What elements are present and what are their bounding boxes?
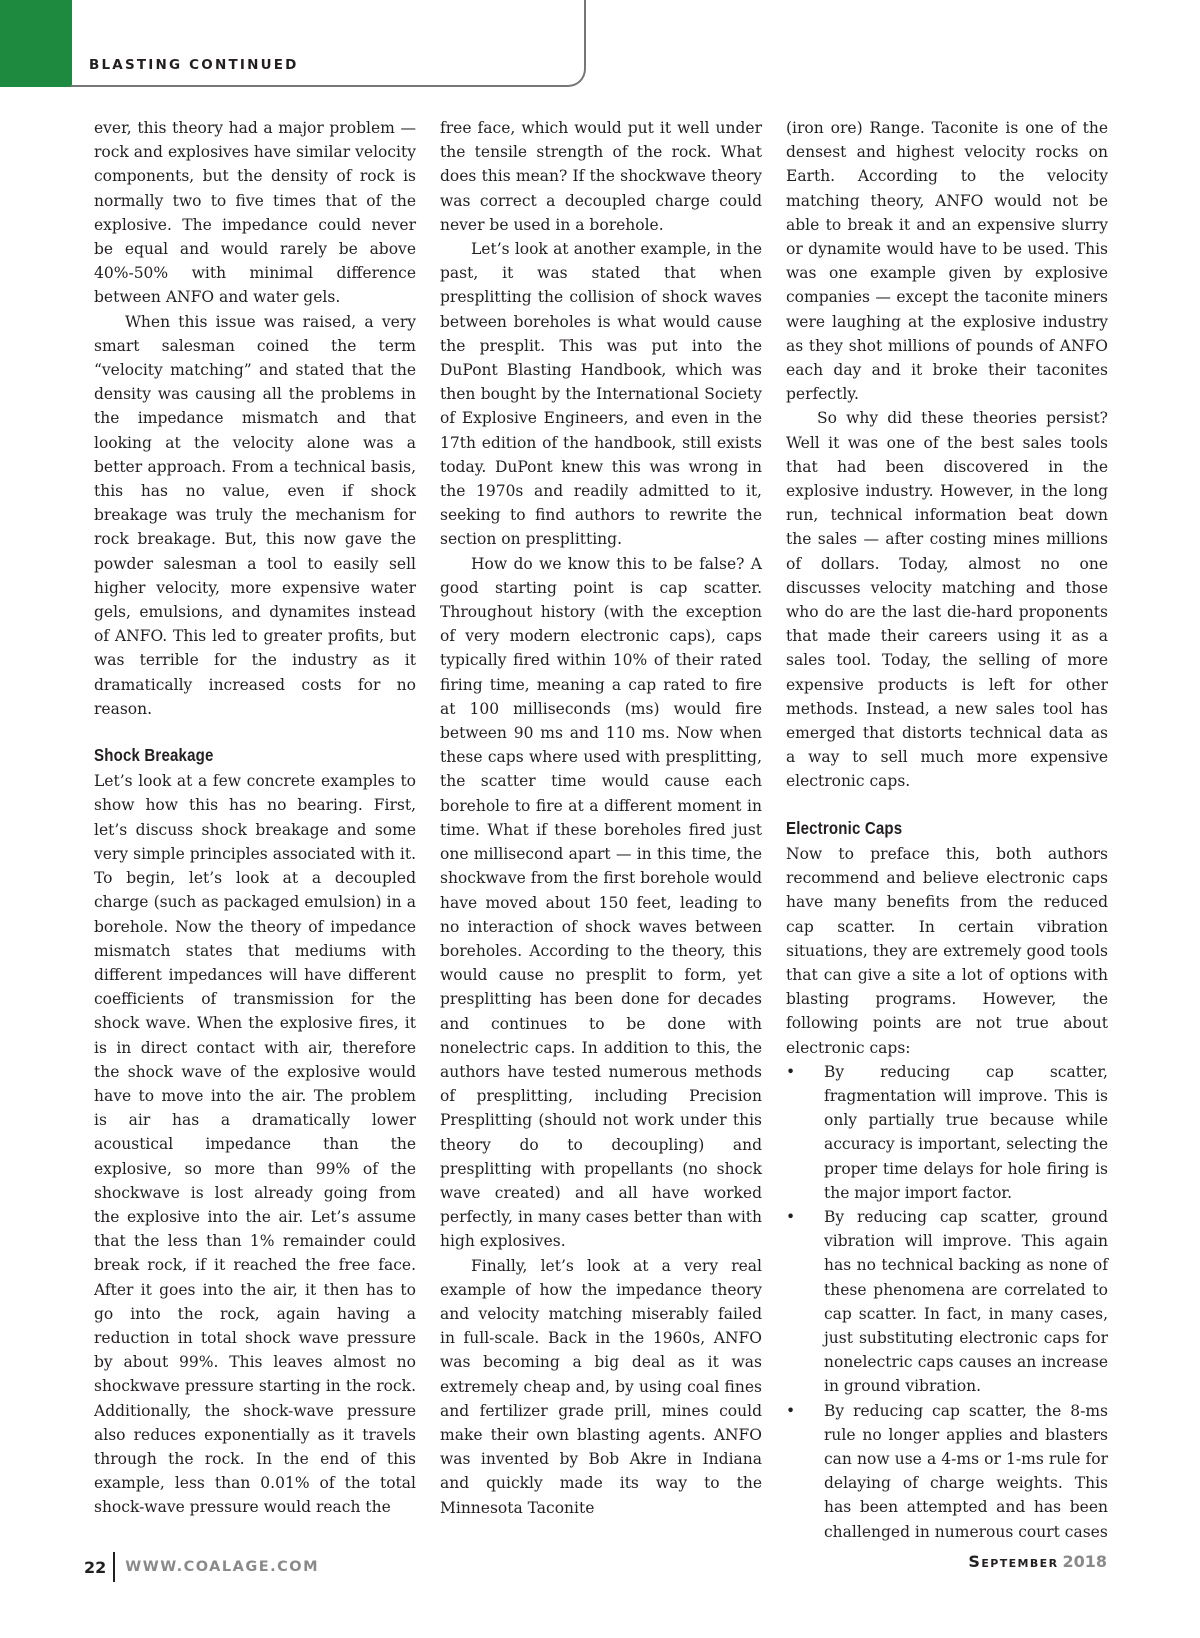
paragraph: Now to preface this, both authors recommend and believe electronic caps have many benefits from the reduced cap scatter. In certain vibration situations, they are extremely good tools that can give a site a lot of options with blasting programs. However, the following points are not true about electronic caps: [786,844,1108,1057]
footer-url-link[interactable]: WWW.COALAGE.COM [125,1559,320,1575]
page-number: 22 [84,1557,107,1577]
bullet-list [786,1060,1108,1544]
list-item: • By reducing cap scatter, ground vibration will improve. This again has no technical backing as none of these phenomena are correlated to cap scatter. In fact, in many cases, just substituting electronic caps for nonelectric caps causes an increase in ground vibration. [786,1205,1108,1399]
bullet-icon: • [786,1062,796,1081]
header-green-tab [0,0,72,87]
paragraph: Let’s look at a few concrete examples to show how this has no bearing. First, let’s discuss shock breakage and some very simple principles associated with it. To begin, let’s look at a decoupled charge (such as packaged emulsion) in a borehole. Now the theory of impedance mismatch states that mediums with different impedances will have different coefficients of transmission for the shock wave. When the explosive fires, it is in direct contact with air, therefore the shock wave of the explosive would have to move into the air. The problem is air has a dramatically lower acoustical impedance than the explosive, so more than 99% of the shockwave is lost already going from the explosive into the air. Let’s assume that the less than 1% remainder could break rock, if it reached the free face. After it goes into the air, it then has to go into the rock, again having a reduction in total shock wave pressure by about 99%. This leaves almost no shockwave pressure starting in the rock. Additionally, the shock-wave pressure also reduces exponentially as it travels through the rock. In the end of this example, less than 0.01% of the total shock-wave pressure would reach the [94,772,416,1517]
article-column-2 [440,116,762,1520]
footer-issue-date [968,1552,1107,1571]
paragraph: So why did these theories persist? Well it was one of the best sales tools that had been discovered in the explosive industry. However, in the long run, technical information beat down the sales — after costing mines millions of dollars. Today, almost no one discusses velocity matching and those who do are the last die-hard proponents that made their careers using it as a sales tool. Today, the selling of more expensive products is left for other methods. Instead, a new sales tool has emerged that distorts technical data as a way to sell much more expensive electronic caps. [786,409,1108,791]
paragraph: When this issue was raised, a very smart salesman coined the term “velocity matching” and stated that the density was causing all the problems in the impedance mismatch and that looking at the velocity alone was a better approach. From a technical basis, this has no value, even if shock breakage was truly the mechanism for rock breakage. But, this now gave the powder salesman a tool to easily sell higher velocity, more expensive water gels, emulsions, and dynamites instead of ANFO. This led to greater profits, but was terrible for the industry as it dramatically increased costs for no reason. [94,312,416,718]
section-label: BLASTING CONTINUED [89,57,299,73]
footer-month: September [968,1552,1059,1571]
list-item: • By reducing cap scatter, the 8-ms rule no longer applies and blasters can now use a 4-ms or 1-ms rule for delaying of charge weights. This has been attempted and has been challenged in numerous court cases [786,1399,1108,1544]
paragraph: (iron ore) Range. Taconite is one of the densest and highest velocity rocks on Earth. According to the velocity matching theory, ANFO would not be able to break it and an expensive slurry or dynamite would have to be used. This was one example given by explosive companies — except the taconite miners were laughing at the explosive industry as they shot millions of pounds of ANFO each day and it broke their taconites perfectly. [786,119,1108,404]
bullet-icon: • [786,1401,796,1420]
article-column-1 [94,116,416,1520]
footer-year: 2018 [1062,1552,1107,1571]
list-item: • By reducing cap scatter, fragmentation will improve. This is only partially true because while accuracy is important, selecting the proper time delays for hole firing is the major import factor. [786,1060,1108,1205]
footer-divider [113,1552,115,1582]
article-column-3 [786,116,1108,1544]
subheading-electronic-caps: Electronic Caps [786,817,903,838]
header-frame [71,0,586,87]
subheading-shock-breakage: Shock Breakage [94,745,214,766]
paragraph: free face, which would put it well under the tensile strength of the rock. What does this mean? If the shockwave theory was correct a decoupled charge could never be used in a borehole. [440,119,762,234]
footer-left [84,1552,319,1582]
paragraph: Finally, let’s look at a very real example of how the impedance theory and velocity matching miserably failed in full-scale. Back in the 1960s, ANFO was becoming a big deal as it was extremely cheap and, by using coal fines and fertilizer grade prill, mines could make their own blasting agents. ANFO was invented by Bob Akre in Indiana and quickly made its way to the Minnesota Taconite [440,1256,762,1517]
paragraph: How do we know this to be false? A good starting point is cap scatter. Throughout history (with the exception of very modern electronic caps), caps typically fired within 10% of their rated firing time, meaning a cap rated to fire at 100 milliseconds (ms) would fire between 90 ms and 110 ms. Now when these caps where used with presplitting, the scatter time would cause each borehole to fire at a different moment in time. What if these boreholes fired just one millisecond apart — in this time, the shockwave from the first borehole would have moved about 150 feet, leading to no interaction of shock waves between boreholes. According to the theory, this would cause no presplit to form, yet presplitting has been done for decades and continues to be done with nonelectric caps. In addition to this, the authors have tested numerous methods of presplitting, including Precision Presplitting (should not work under this theory do to decoupling) and presplitting with propellants (no shock wave created) and all have worked perfectly, in many cases better than with high explosives. [440,554,762,1251]
paragraph: Let’s look at another example, in the past, it was stated that when presplitting the collision of shock waves between boreholes is what would cause the presplit. This was put into the DuPont Blasting Handbook, which was then bought by the International Society of Explosive Engineers, and even in the 17th edition of the handbook, still exists today. DuPont knew this was wrong in the 1970s and readily admitted to it, seeking to find authors to rewrite the section on presplitting. [440,240,762,549]
bullet-icon: • [786,1207,796,1226]
paragraph: ever, this theory had a major problem — rock and explosives have similar velocity components, but the density of rock is normally two to five times that of the explosive. The impedance could never be equal and would rarely be above 40%-50% with minimal difference between ANFO and water gels. [94,119,416,307]
